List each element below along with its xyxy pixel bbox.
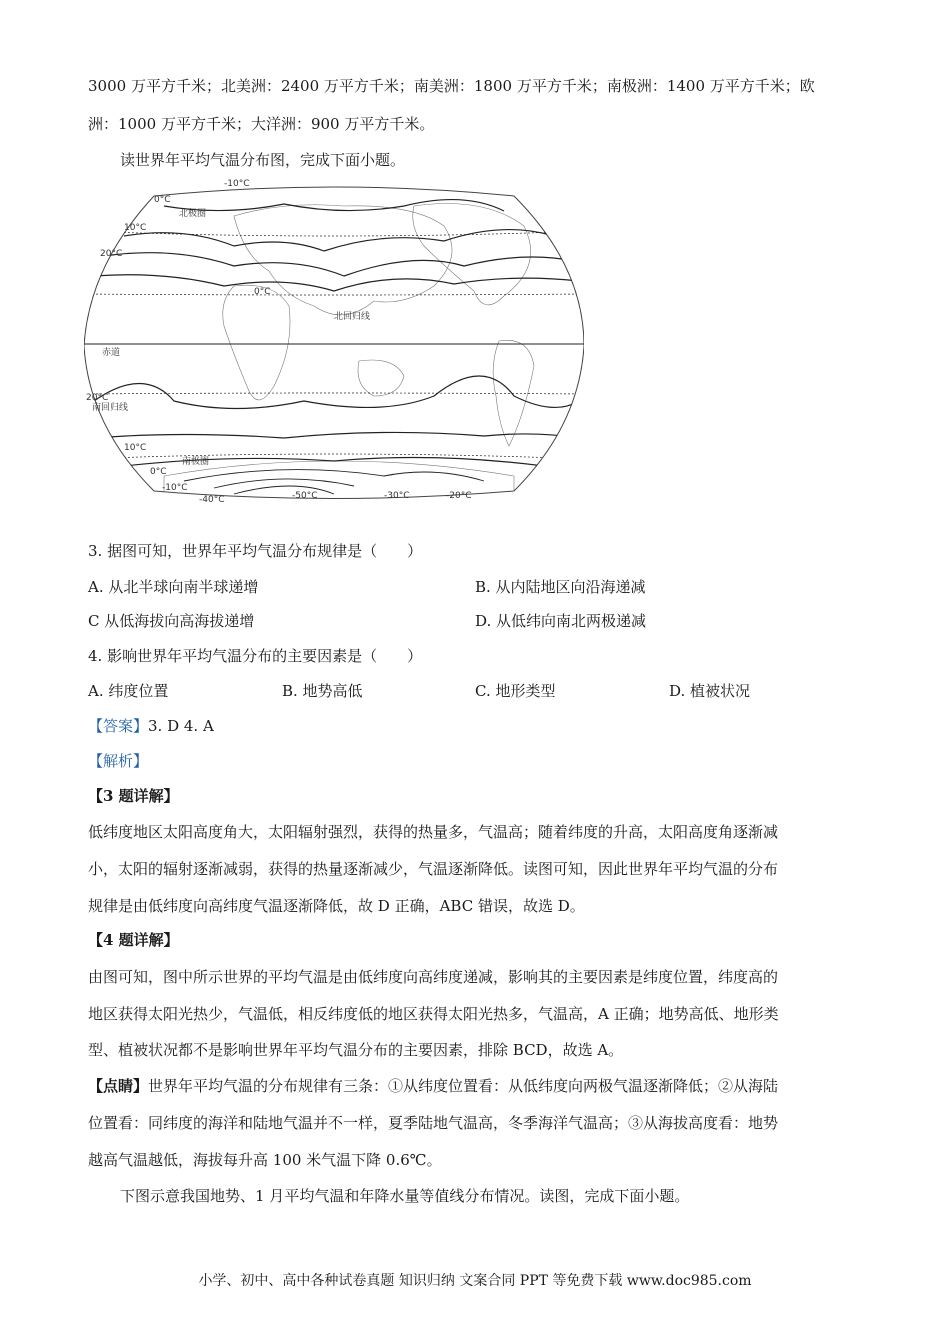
isotherm-20-south (94, 376, 579, 409)
intro-line-2: 洲：1000 万平方千米；大洋洲：900 万平方千米。 (88, 115, 435, 133)
q3-option-a: A. 从北半球向南半球递增 (88, 578, 259, 596)
q3-stem: 3. 据图可知，世界年平均气温分布规律是（ ） (88, 542, 423, 560)
label-equator: 赤道 (102, 348, 121, 358)
tropic-cancer-line (84, 294, 584, 295)
isotherm-minus20-south (184, 470, 484, 481)
label-antarctic-circle: 南极圈 (182, 457, 210, 467)
world-temperature-map (84, 176, 584, 506)
isotherm-0-north (124, 230, 554, 251)
answer-line (88, 716, 214, 736)
label-10-south: 10°C (124, 443, 147, 453)
q3-option-d: D. 从低纬向南北两极递减 (475, 612, 647, 630)
label-20-left: 20°C (100, 249, 123, 259)
label-0-left: 0°C (154, 195, 171, 205)
q3-option-c: C 从低海拔向高海拔递增 (88, 612, 255, 630)
q4-detail-line-3: 型、植被状况都不是影响世界年平均气温分布的主要因素，排除 BCD，故选 A。 (88, 1041, 624, 1059)
label-tropic-cancer: 北回归线 (334, 312, 371, 322)
label-10-left: 10°C (124, 223, 147, 233)
label-minus40: -40°C (199, 495, 225, 505)
isotherm-minus40-south (234, 486, 334, 494)
land-north-america (413, 204, 531, 305)
q4-detail-line-2: 地区获得太阳光热少，气温低，相反纬度低的地区获得太阳光热多，气温高，A 正确；地势高低、地形类 (88, 1005, 779, 1023)
isotherm-10-north (104, 253, 574, 276)
label-minus50: -50°C (292, 491, 318, 501)
tip-line-2: 位置看：同纬度的海洋和陆地气温并不一样，夏季陆地气温高，冬季海洋气温高；③从海拔高度看：地势 (88, 1114, 779, 1132)
next-prompt: 下图示意我国地势、1 月平均气温和年降水量等值线分布情况。读图，完成下面小题。 (120, 1187, 690, 1205)
q3-detail-tag: 【3 题详解】 (88, 787, 179, 805)
q4-detail-line-1: 由图可知，图中所示世界的平均气温是由低纬度向高纬度递减，影响其的主要因素是纬度位置，纬度高的 (88, 968, 779, 986)
antarctic-circle-line (84, 454, 584, 459)
label-0-south: 0°C (150, 467, 167, 477)
land-eurasia (234, 205, 452, 315)
q3-detail-line-1: 低纬度地区太阳高度角大，太阳辐射强烈，获得的热量多，气温高；随着纬度的升高，太阳高度角逐渐减 (88, 823, 779, 841)
label-20-south: 20°C (86, 393, 109, 403)
tropic-capricorn-line (84, 393, 584, 394)
label-0-mid: 0°C (254, 287, 271, 297)
label-tropic-capricorn: 南回归线 (92, 403, 129, 413)
page-footer: 小学、初中、高中各种试卷真题 知识归纳 文案合同 PPT 等免费下载 www.doc985.com (198, 1273, 752, 1289)
q4-stem: 4. 影响世界年平均气温分布的主要因素是（ ） (88, 647, 423, 665)
q3-detail-line-2: 小，太阳的辐射逐渐减弱，获得的热量逐渐减少，气温逐渐降低。读图可知，因此世界年平均气温的分布 (88, 860, 779, 878)
analysis-tag: 【解析】 (88, 752, 149, 770)
q4-option-b: B. 地势高低 (282, 682, 363, 700)
tip-line-3: 越高气温越低，海拔每升高 100 米气温下降 0.6℃。 (88, 1151, 442, 1169)
answer-text: 3. D 4. A (148, 717, 214, 735)
intro-line-1: 3000 万平方千米；北美洲：2400 万平方千米；南美洲：1800 万平方千米；南极洲：1400 万平方千米；欧 (88, 77, 815, 95)
answer-tag: 【答案】 (88, 717, 149, 735)
label-arctic-circle: 北极圈 (179, 209, 207, 219)
label-minus10-top: -10°C (224, 179, 250, 189)
map-prompt: 读世界年平均气温分布图，完成下面小题。 (120, 151, 406, 169)
arctic-circle-line (84, 231, 584, 236)
q4-option-c: C. 地形类型 (475, 682, 556, 700)
land-south-america (493, 340, 534, 446)
land-africa (223, 285, 290, 400)
tip-text-1: 世界年平均气温的分布规律有三条：①从纬度位置看：从低纬度向两极气温逐渐降低；②从海陆 (148, 1077, 779, 1095)
q3-option-b: B. 从内陆地区向沿海递减 (475, 578, 646, 596)
isotherm-minus30-south (214, 479, 354, 488)
isotherm-10-south (94, 432, 579, 438)
label-minus30: -30°C (384, 491, 410, 501)
q4-option-a: A. 纬度位置 (88, 682, 169, 700)
isotherm-20-north (94, 275, 579, 291)
label-minus10-south: -10°C (162, 483, 188, 493)
tip-tag: 【点睛】 (88, 1077, 149, 1095)
label-minus20: -20°C (446, 491, 472, 501)
land-australia (358, 360, 404, 396)
tip-line-1 (88, 1076, 778, 1096)
q3-detail-line-3: 规律是由低纬度向高纬度气温逐渐降低，故 D 正确，ABC 错误，故选 D。 (88, 897, 585, 915)
q4-detail-tag: 【4 题详解】 (88, 931, 179, 949)
q4-option-d: D. 植被状况 (669, 682, 751, 700)
